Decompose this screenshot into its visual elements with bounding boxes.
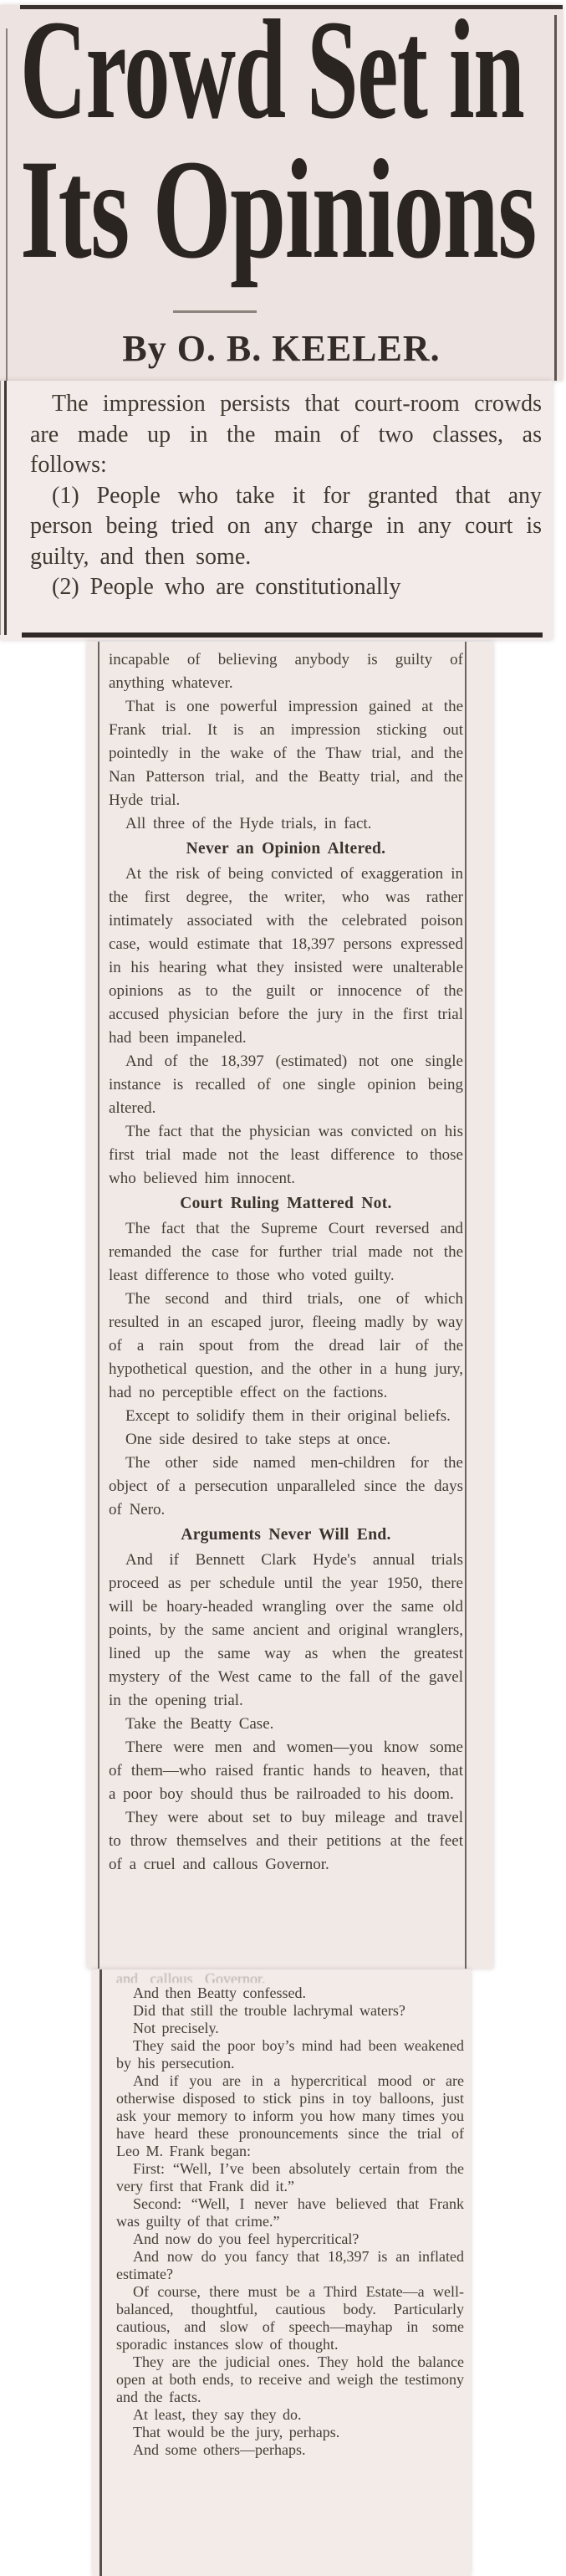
article-paragraph: Did that still the trouble lachrymal waters?	[133, 2002, 405, 2019]
byline-divider-rule	[173, 310, 257, 313]
body-column-clipping-1	[87, 642, 493, 1969]
article-paragraph: All three of the Hyde trials, in fact.	[125, 815, 372, 832]
headline-line-2: Its Opinions	[20, 131, 536, 288]
lead-paragraph-clipping	[0, 381, 553, 640]
article-paragraph: That is one powerful impression gained at the Frank trial. It is an impression sticking out pointedly in the wake of the Thaw trial, and the Nan Patterson trial, and the Beatty trial, and the Hyde trial.	[109, 698, 463, 809]
article-paragraph: One side desired to take steps at once.	[125, 1431, 391, 1448]
article-paragraph: Not precisely.	[133, 2020, 219, 2036]
column2-left-rule	[99, 1969, 102, 2576]
article-paragraph: And then Beatty confessed.	[133, 1984, 306, 2001]
article-paragraph: And now do you feel hypercritical?	[133, 2230, 359, 2247]
article-paragraph: First: “Well, I’ve been absolutely certain from the very first that Frank did it.”	[116, 2160, 464, 2194]
article-paragraph: And if you are in a hypercritical mood or are otherwise disposed to stick pins in toy balloons, just ask your memory to inform you how many times you have heard these pronouncements since the trial of Leo M. Frank began:	[116, 2072, 464, 2159]
headline-clipping	[0, 0, 563, 381]
byline: By O. B. KEELER.	[122, 328, 441, 369]
column1-text	[109, 648, 463, 1877]
article-paragraph: And of the 18,397 (estimated) not one single instance is recalled of one single opinion being altered.	[109, 1052, 463, 1117]
article-paragraph: Except to solidify them in their original beliefs.	[125, 1407, 451, 1425]
lead-text	[30, 389, 542, 603]
article-paragraph: At the risk of being convicted of exaggeration in the first degree, the writer, who was rather intimately associated with the celebrated poison case, would estimate that 18,397 persons expressed in his hearing what they insisted were unalterable opinions as to the guilt or innocence of the accused physician before the jury in the first trial had been impaneled.	[109, 865, 463, 1047]
article-paragraph: incapable of believing anybody is guilty of anything whatever.	[109, 651, 463, 692]
column1-left-rule	[98, 642, 99, 1969]
column-subhead: Arguments Never Will End.	[181, 1526, 391, 1544]
article-paragraph: The other side named men-children for the object of a persecution unparalleled since the days of Nero.	[109, 1454, 463, 1518]
article-paragraph: (1) People who take it for granted that any person being tried on any charge in any court is guilty, and then some.	[30, 482, 542, 570]
article-paragraph: Take the Beatty Case.	[125, 1715, 274, 1733]
lead-left-column-rule	[4, 381, 7, 635]
article-paragraph: The fact that the Supreme Court reversed and remanded the case for further trial made not the least difference to those who voted guilty.	[109, 1220, 463, 1284]
column1-right-rule	[465, 642, 467, 1969]
article-paragraph: That would be the jury, perhaps.	[133, 2424, 340, 2440]
article-paragraph: They said the poor boy’s mind had been weakened by his persecution.	[116, 2037, 464, 2072]
article-paragraph: There were men and women—you know some of them—who raised frantic hands to heaven, that a poor boy should thus be railroaded to his doom.	[109, 1739, 463, 1803]
article-paragraph: (2) People who are constitutionally	[52, 574, 401, 600]
lead-bottom-rule	[22, 632, 543, 638]
lead-left-column-rule-outer	[0, 381, 1, 635]
article-paragraph: The fact that the physician was convicted on his first trial made not the least difference to those who believed him innocent.	[109, 1123, 463, 1187]
article-paragraph: The impression persists that court-room crowds are made up in the main of two classes, as follows:	[30, 391, 542, 478]
article-paragraph: Second: “Well, I never have believed that Frank was guilty of that crime.”	[116, 2195, 464, 2230]
headline-right-column-rule	[554, 15, 557, 381]
body-column-clipping-2	[93, 1969, 471, 2576]
article-paragraph: The second and third trials, one of which resulted in an escaped juror, fleeing madly by way of a rain spout from the dread lair of the hypothetical question, and the other in a hung jury, had no perceptible effect on the factions.	[109, 1290, 463, 1401]
article-paragraph: They are the judicial ones. They hold the balance open at both ends, to receive and weigh the testimony and the facts.	[116, 2353, 464, 2405]
column2-text	[116, 1984, 464, 2459]
article-paragraph: And some others—perhaps.	[133, 2441, 306, 2458]
article-paragraph: And now do you fancy that 18,397 is an inflated estimate?	[116, 2248, 464, 2282]
column-subhead: Never an Opinion Altered.	[186, 840, 386, 858]
cut-off-overlap-line: and callous Governor.	[116, 1970, 266, 1983]
headline-line-1: Crowd Set in	[20, 0, 524, 148]
article-paragraph: At least, they say they do.	[133, 2406, 302, 2423]
article-paragraph: And if Bennett Clark Hyde's annual trials proceed as per schedule until the year 1950, there will be hoary-headed wrangling over the same old points, by the same ancient and original wranglers, lined up the same way as when the greatest mystery of the West came to the fall of the gavel in the opening trial.	[109, 1551, 463, 1709]
article-paragraph: They were about set to buy mileage and travel to throw themselves and their petitions at the feet of a cruel and callous Governor.	[109, 1809, 463, 1873]
article-paragraph: Of course, there must be a Third Estate—a well-balanced, thoughtful, cautious body. Particularly cautious, and slow of speech—mayhap in some sporadic instances slow of thought.	[116, 2283, 464, 2353]
column-subhead: Court Ruling Mattered Not.	[180, 1195, 392, 1212]
